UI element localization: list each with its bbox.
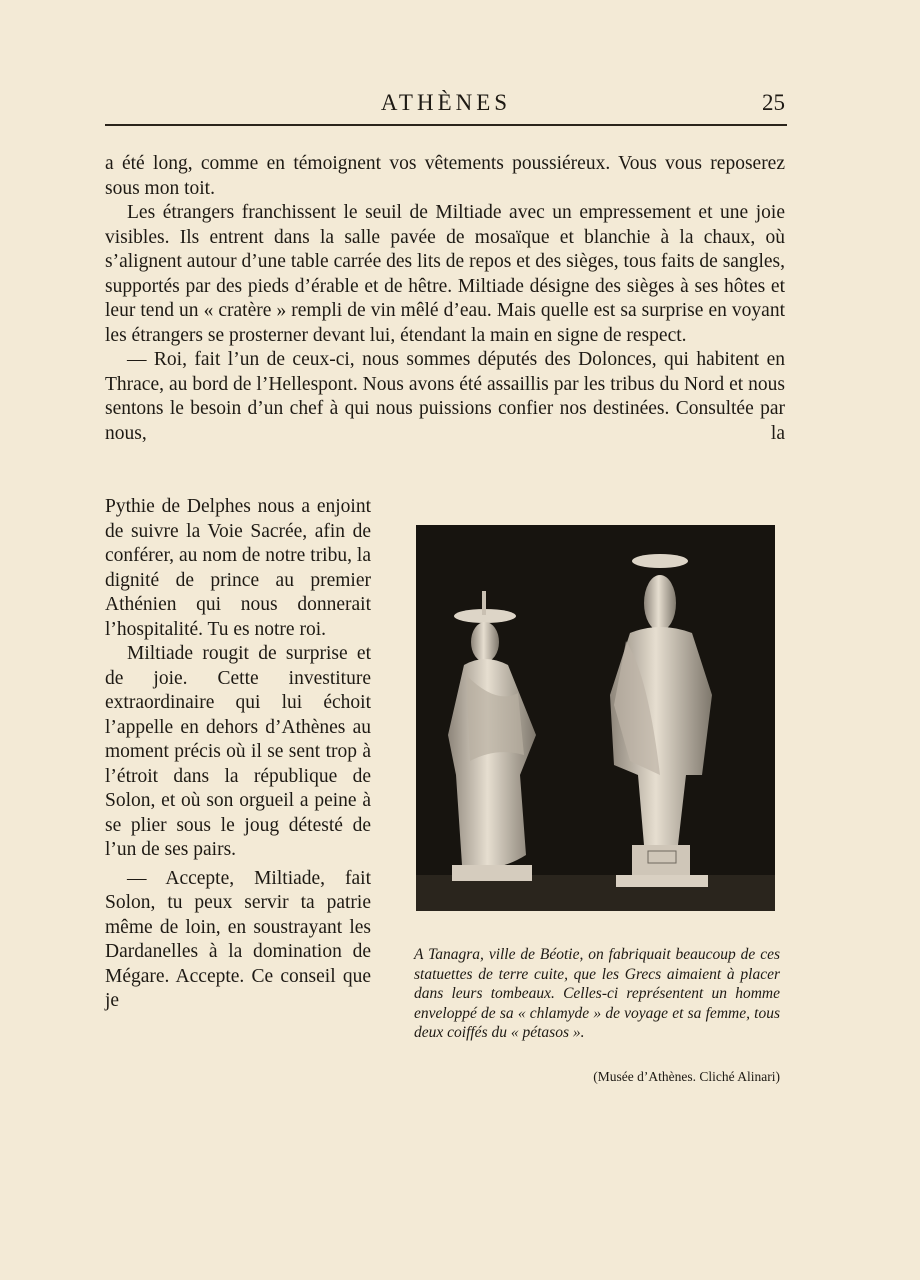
body-text-full-width (105, 152, 785, 446)
photo-credit: (Musée d’Athènes. Cliché Alinari) (593, 1069, 780, 1084)
photo-caption (414, 945, 780, 1043)
body-text-column (105, 495, 371, 1014)
paragraph-2: Les étrangers franchissent le seuil de Miltiade avec un empressement et une joie visibles. Ils entrent dans la salle pavée de mosaïque et blanchie à la chaux, où s’alignent autour d’une table carrée des lits de repos et des sièges, tous faits de sangles, supportés par des pieds d’érable et de hêtre. Miltiade désigne des sièges à ses hôtes et leur tend un « cratère » rempli de vin mêlé d’eau. Mais quelle est sa surprise en voyant les étrangers se prosterner devant lui, étendant la main en signe de respect. (105, 202, 785, 346)
paragraph-3: — Roi, fait l’un de ceux-ci, nous sommes députés des Dolonces, qui habitent en Thrace, au bord de l’Hellespont. Nous avons été assaillis par les tribus du Nord et nous sentons le besoin d’un chef à qui nous puissions confier nos destinées. Consultée par nous, la (105, 349, 785, 444)
page-number: 25 (762, 90, 785, 115)
statuettes-illustration (416, 525, 775, 911)
paragraph-6: — Accepte, Miltiade, fait Solon, tu peux servir ta patrie même de loin, en soustrayant les Dardanelles à la domination de Mégare. Accepte. Ce conseil que je (105, 867, 371, 1011)
statuettes-photo (416, 525, 775, 911)
paragraph-1: a été long, comme en témoignent vos vêtements poussiéreux. Vous vous reposerez sous mon toit. (105, 153, 785, 199)
paragraph-5: Miltiade rougit de surprise et de joie. Cette investiture extraordinaire qui lui échoit l’appelle en dehors d’Athènes au moment précis où il se sent trop à l’étroit dans la république de Solon, et où son orgueil a peine à se plier sous le joug détesté de l’un de ses pairs. (105, 643, 371, 860)
running-header (105, 86, 787, 126)
header-title: ATHÈNES (380, 90, 512, 115)
caption-text: A Tanagra, ville de Béotie, on fabriquait beaucoup de ces statuettes de terre cuite, que les Grecs aimaient à placer dans leurs tombeaux. Celles-ci représentent un homme enveloppé de sa « chlamyde » de voyage et sa femme, tous deux coiffés du « pétasos ». (414, 946, 780, 1041)
paragraph-4: Pythie de Delphes nous a enjoint de suivre la Voie Sacrée, afin de conférer, au nom de notre tribu, la dignité de prince au premier Athénien qui nous donnerait l’hospitalité. Tu es notre roi. (105, 496, 371, 640)
